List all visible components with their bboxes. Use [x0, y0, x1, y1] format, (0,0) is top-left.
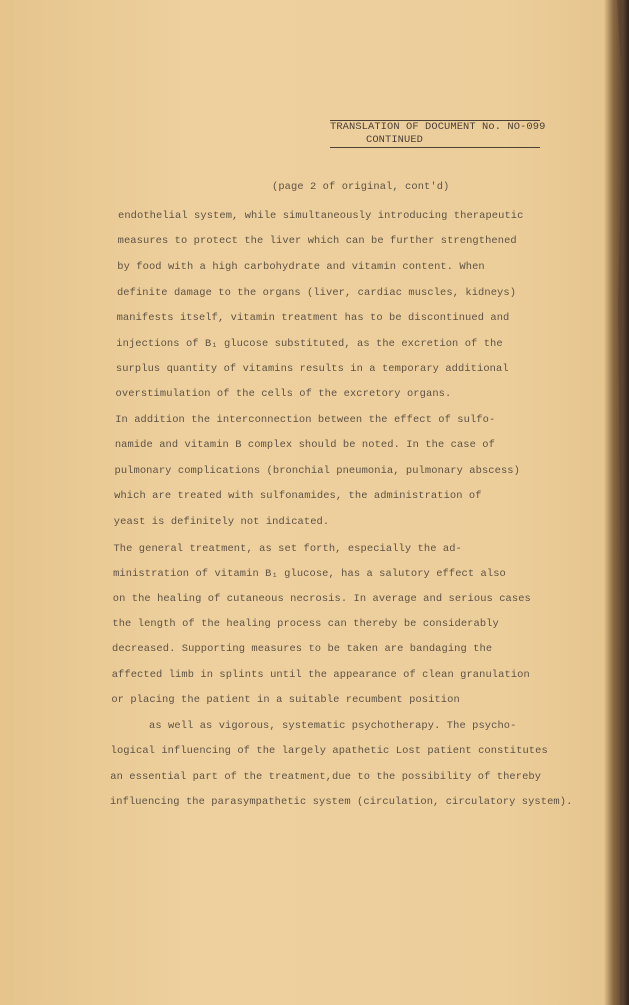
torn-paper-edge — [609, 0, 629, 1005]
body-line: measures to protect the liver which can be further strengthened — [117, 235, 517, 247]
body-line: logical influencing of the largely apathetic Lost patient constitutes — [110, 745, 548, 757]
document-title: TRANSLATION OF DOCUMENT No. NO-099 — [330, 121, 546, 133]
body-line: affected limb in splints until the appearance of clean granulation — [111, 669, 530, 681]
body-line: surplus quantity of vitamins results in a temporary additional — [115, 363, 509, 375]
header-rule-bottom — [330, 147, 540, 148]
body-line: or placing the patient in a suitable recumbent position — [111, 694, 460, 706]
body-line: namide and vitamin B complex should be noted. In the case of — [114, 439, 495, 451]
body-line: overstimulation of the cells of the excretory organs. — [115, 388, 452, 400]
body-line: by food with a high carbohydrate and vitamin content. When — [117, 261, 485, 273]
body-line: the length of the healing process can thereby be considerably — [112, 618, 499, 630]
body-line: which are treated with sulfonamides, the administration of — [114, 490, 482, 502]
body-line: The general treatment, as set forth, especially the ad- — [113, 543, 462, 555]
document-continued-label: CONTINUED — [366, 134, 424, 146]
body-line: as well as vigorous, systematic psychotherapy. The psycho- — [111, 720, 517, 732]
body-line: an essential part of the treatment,due to the possibility of thereby — [110, 771, 542, 783]
body-line: manifests itself, vitamin treatment has to be discontinued and — [116, 312, 510, 324]
body-line: on the healing of cutaneous necrosis. In average and serious cases — [112, 593, 531, 605]
body-line: pulmonary complications (bronchial pneumonia, pulmonary abscess) — [114, 465, 520, 477]
page-note: (page 2 of original, cont'd) — [272, 181, 450, 193]
body-line: definite damage to the organs (liver, cardiac muscles, kidneys) — [116, 287, 517, 299]
body-line: injections of B₁ glucose substituted, as the excretion of the — [116, 338, 503, 350]
body-line: ministration of vitamin B₁ glucose, has a salutory effect also — [113, 568, 506, 580]
body-line: yeast is definitely not indicated. — [113, 516, 330, 528]
body-line: influencing the parasympathetic system (circulation, circulatory system). — [109, 796, 573, 808]
body-line: decreased. Supporting measures to be taken are bandaging the — [112, 643, 493, 655]
body-line: In addition the interconnection between the effect of sulfo- — [115, 414, 496, 426]
body-line: endothelial system, while simultaneously introducing therapeutic — [118, 210, 524, 222]
